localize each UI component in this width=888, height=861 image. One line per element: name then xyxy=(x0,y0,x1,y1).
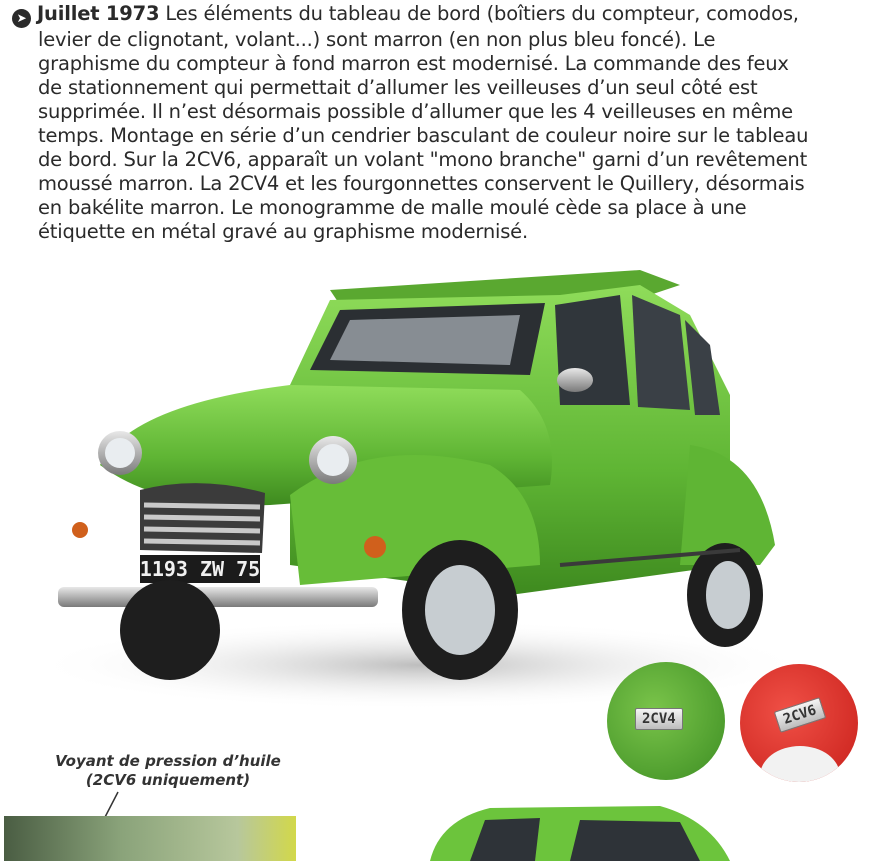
caption-line: Voyant de pression d’huile xyxy=(55,752,281,770)
article-line: graphisme du compteur à fond marron est modernisé. La commande des feux xyxy=(38,52,789,75)
article-heading: Juillet 1973 xyxy=(37,2,160,25)
article-text xyxy=(12,2,872,244)
badge-decor xyxy=(760,746,840,782)
article-line: levier de clignotant, volant...) sont marron (en non plus bleu foncé). Le xyxy=(38,28,716,51)
badge-label: 2CV6 xyxy=(774,697,826,733)
article-line: étiquette en métal gravé au graphisme modernisé. xyxy=(38,220,528,243)
photo-caption xyxy=(48,752,288,790)
car-rear-thumbnail xyxy=(430,800,730,861)
article-line: supprimée. Il n’est désormais possible d’allumer que les 4 veilleuses en même xyxy=(38,100,793,123)
dashboard-thumbnail xyxy=(4,816,296,861)
circle-arrow-right-icon: ➤ xyxy=(12,9,31,28)
article-line: temps. Montage en série d’un cendrier basculant de couleur noire sur le tableau xyxy=(38,124,809,147)
badge-2cv4 xyxy=(607,662,725,780)
caption-line: (2CV6 uniquement) xyxy=(85,771,251,789)
licence-plate: 1193 ZW 75 xyxy=(139,557,261,581)
badge-2cv6 xyxy=(740,664,858,782)
article-line: Les éléments du tableau de bord (boîtiers du compteur, comodos, xyxy=(165,2,799,25)
article-line: de stationnement qui permettait d’allumer les veilleuses d’un seul côté est xyxy=(38,76,758,99)
citroen-2cv-photo xyxy=(40,265,800,720)
article-first-line xyxy=(12,2,872,28)
badge-label: 2CV4 xyxy=(635,708,683,730)
article-line: moussé marron. La 2CV4 et les fourgonnettes conservent le Quillery, désormais xyxy=(38,172,805,195)
article-line: de bord. Sur la 2CV6, apparaît un volant "mono branche" garni d’un revêtement xyxy=(38,148,808,171)
article-line: en bakélite marron. Le monogramme de malle moulé cède sa place à une xyxy=(38,196,747,219)
